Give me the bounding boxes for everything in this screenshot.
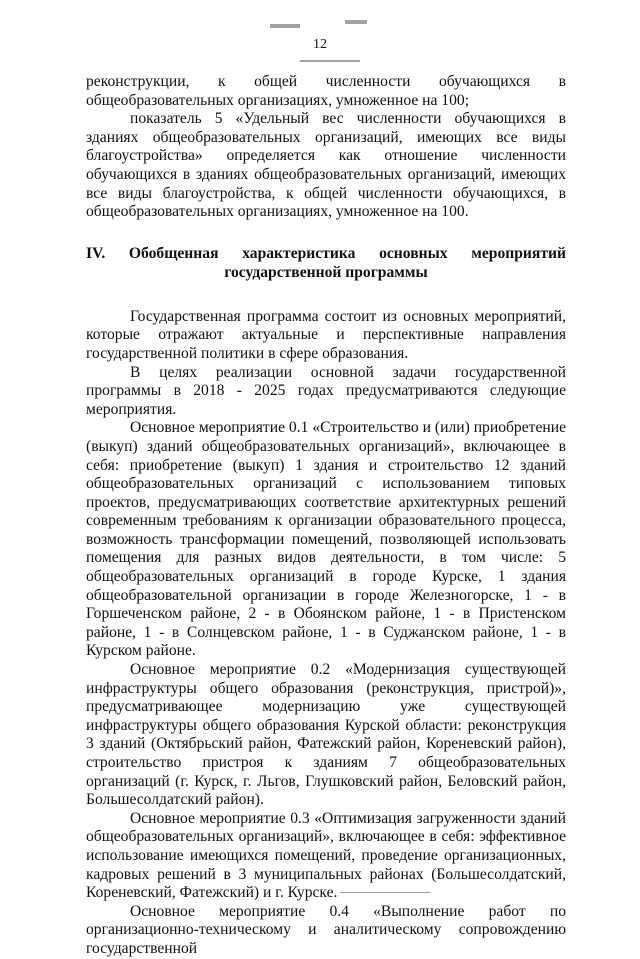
page-number: 12 xyxy=(313,37,327,52)
section-heading: IV. Обобщенная характеристика основных мероприятий государственной программы xyxy=(86,244,566,281)
paragraph: Основное мероприятие 0.3 «Оптимизация загруженности зданий общеобразовательных организаций», включающее в себя: эффективное использование имеющихся помещений, проведение организационных, кадровых решений в 3 муниципальных районах (Большесолдатский, Кореневский, Фатежский) и г. Курске. xyxy=(86,809,566,902)
paragraph: реконструкции, к общей численности обучающихся в общеобразовательных организациях, умноженное на 100; xyxy=(86,73,566,109)
scan-artifact xyxy=(300,60,360,62)
paragraph: показатель 5 «Удельный вес численности обучающихся в зданиях общеобразовательных организаций, имеющих все виды благоустройства» определяется как отношение численности обучающихся в зданиях общеобразовательных организаций, имеющих все виды благоустройства, к общей численности обучающихся, в общеобразовательных организациях, умноженное на 100. xyxy=(86,110,566,221)
scan-artifact xyxy=(340,892,430,893)
paragraph: Основное мероприятие 0.1 «Строительство и (или) приобретение (выкуп) зданий общеобразовательных организаций», включающее в себя: приобретение (выкуп) 1 здания и строительство 12 зданий общеобразовательных организаций с использованием типовых проектов, предусматривающих соответствие архитектурных решений современным требованиям к организации образовательного процесса, возможность трансформации помещений, позволяющей использовать помещения для разных видов деятельности, в том числе: 5 общеобразовательных организаций в городе Курске, 1 здания общеобразовательной организации в городе Железногорске, 1 - в Горшеченском районе, 2 - в Обоянском районе, 1 - в Пристенском районе, 1 - в Солнцевском районе, 1 - в Суджанском районе, 1 - в Курском районе. xyxy=(86,419,566,660)
paragraph: Государственная программа состоит из основных мероприятий, которые отражают актуальные и перспективные направления государственной политики в сфере образования. xyxy=(86,307,566,362)
scan-artifact xyxy=(270,24,300,28)
paragraph: В целях реализации основной задачи государственной программы в 2018 - 2025 годах предусматриваются следующие мероприятия. xyxy=(86,363,566,418)
paragraph: Основное мероприятие 0.4 «Выполнение работ по организационно-техническому и аналитическому сопровождению государственной xyxy=(86,902,566,957)
paragraph: Основное мероприятие 0.2 «Модернизация существующей инфраструктуры общего образования (реконструкция, пристрой)», предусматривающее модернизацию уже существующей инфраструктуры общего образования Курской области: реконструкция 3 зданий (Октябрьский район, Фатежский район, Кореневский район), строительство пристроя к зданиям 7 общеобразовательных организаций (г. Курск, г. Льгов, Глушковский район, Беловский район, Большесолдатский район). xyxy=(86,661,566,809)
document-body xyxy=(86,73,566,959)
scan-artifact xyxy=(345,20,367,24)
